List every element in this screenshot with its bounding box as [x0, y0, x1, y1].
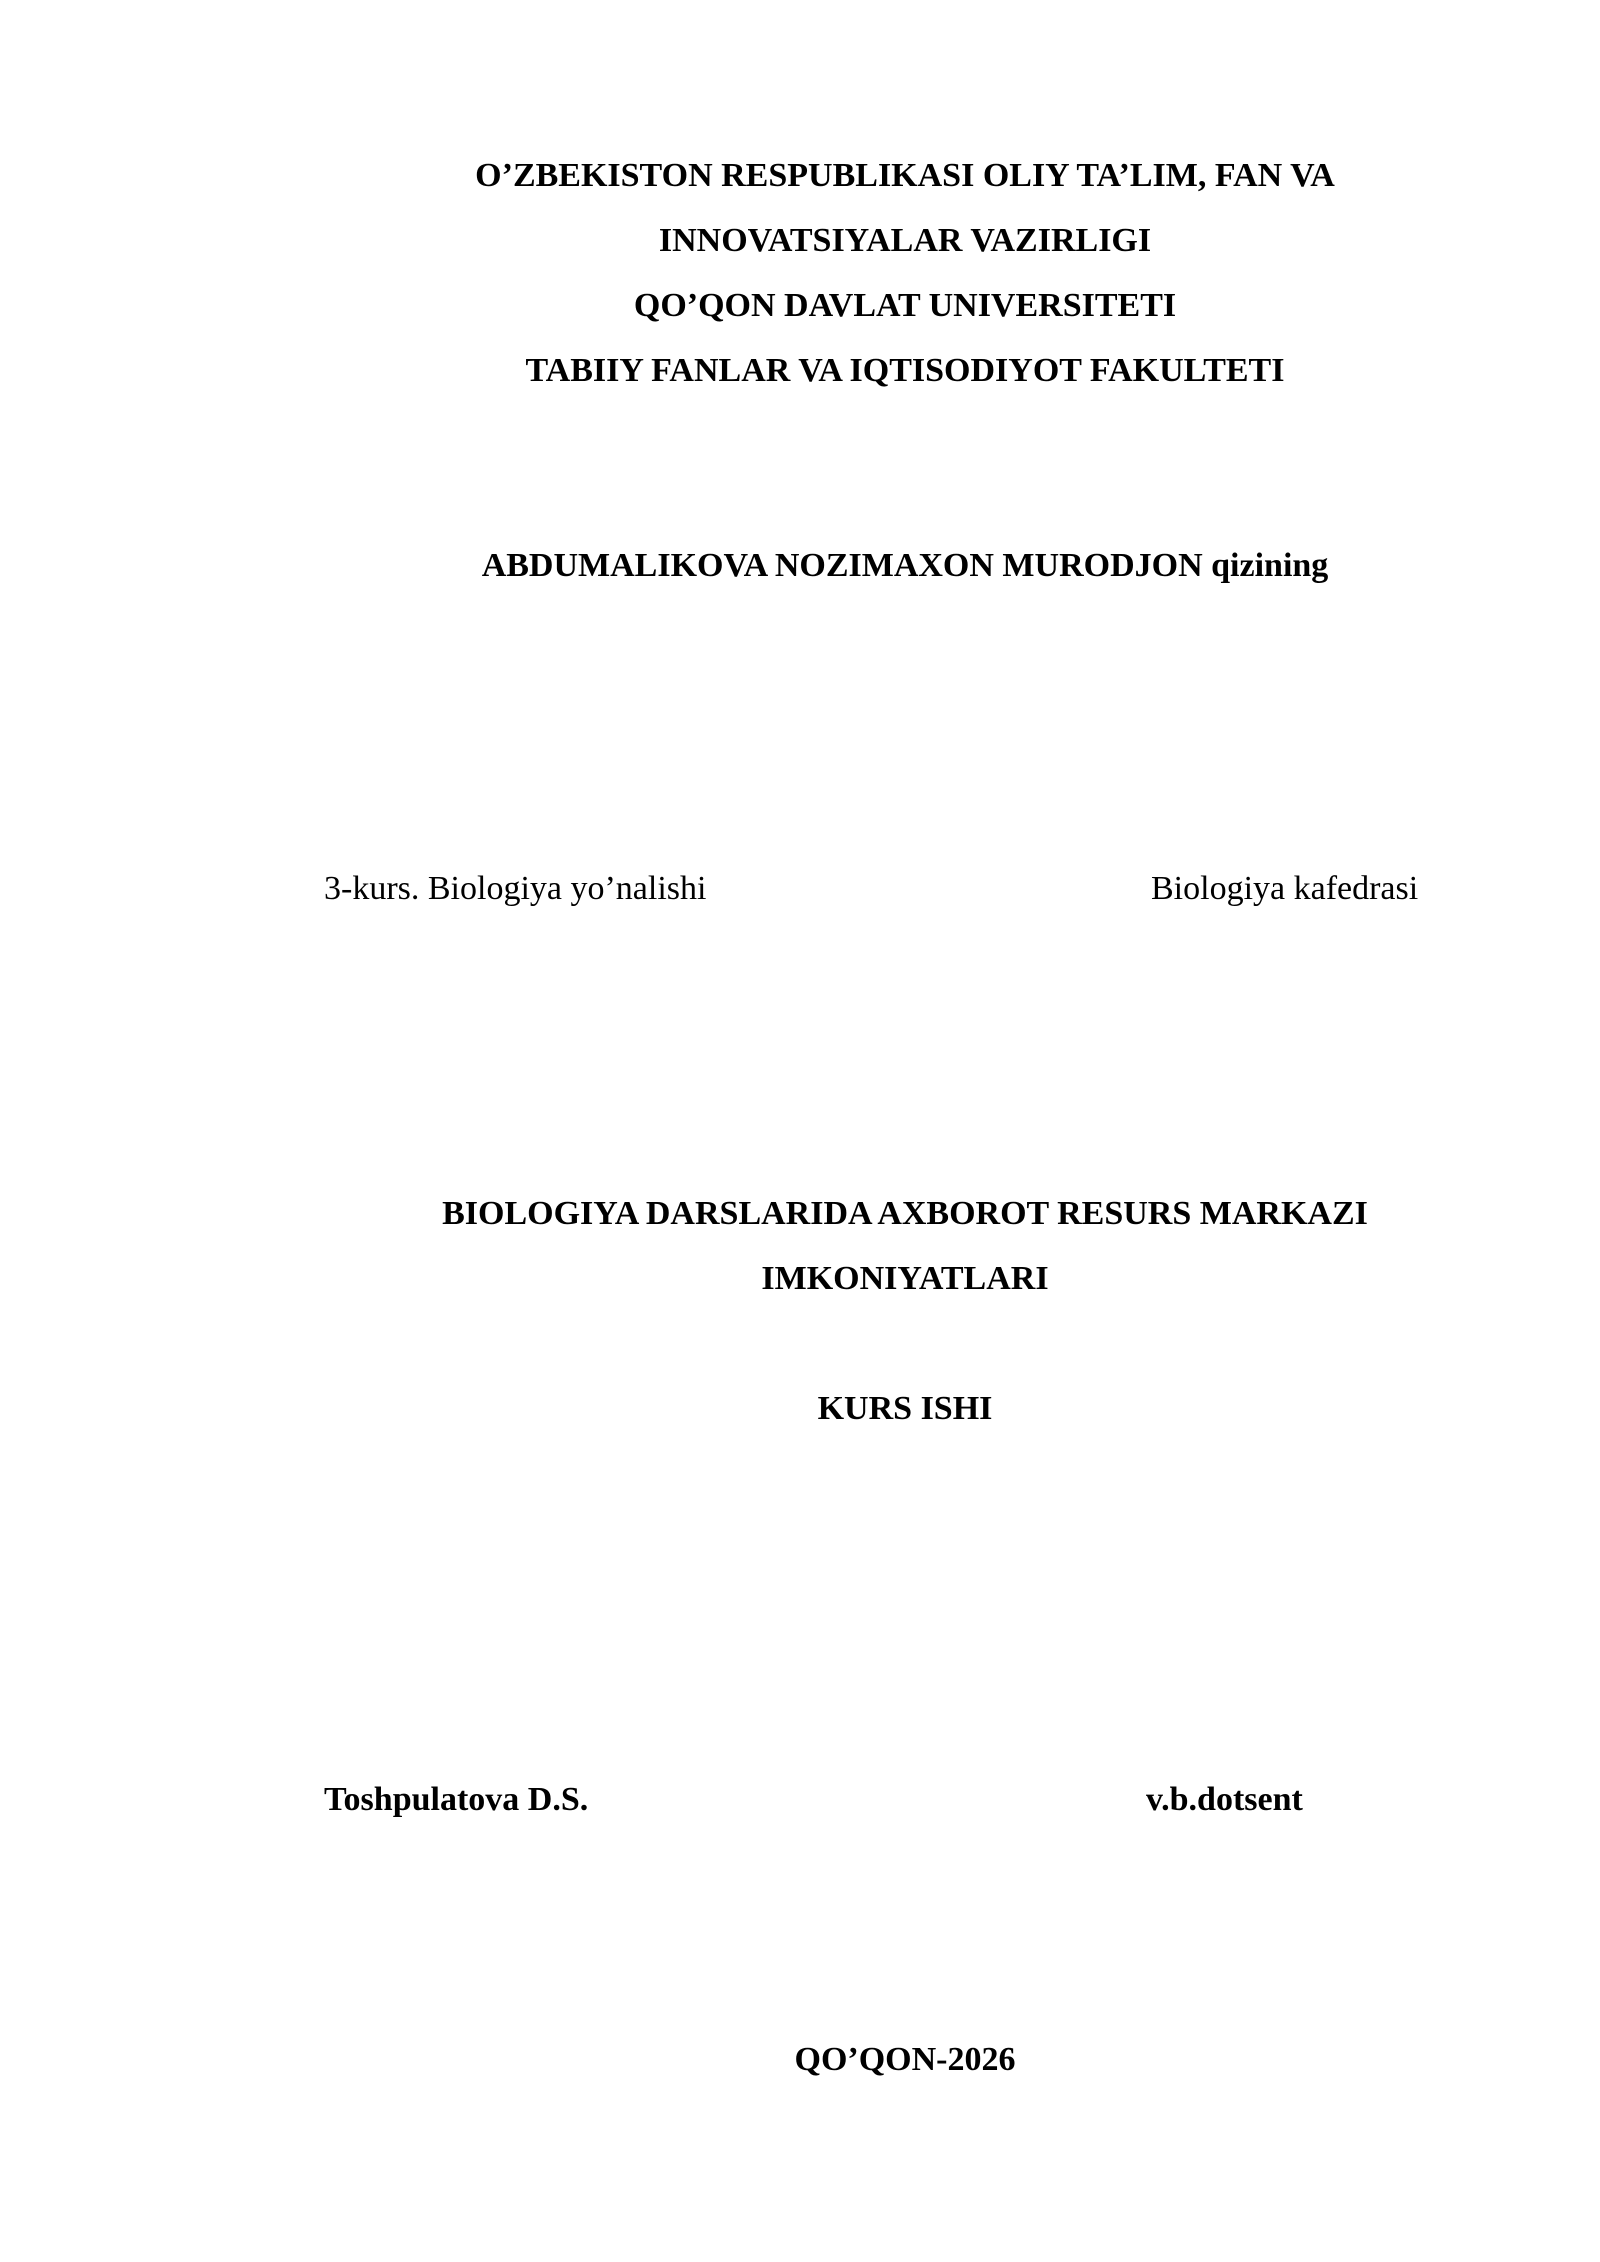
author-suffix: qizining — [1211, 547, 1329, 584]
supervisor-name: Toshpulatova D.S. — [324, 1781, 589, 1818]
department-name: Biologiya kafedrasi — [1151, 870, 1419, 907]
work-type: KURS ISHI — [817, 1390, 993, 1427]
city-year: QO’QON-2026 — [794, 2041, 1016, 2078]
author-line — [0, 546, 1600, 586]
university-name: QO’QON DAVLAT UNIVERSITETI — [633, 287, 1177, 324]
ministry-line-2: INNOVATSIYALAR VAZIRLIGI — [658, 222, 1152, 259]
faculty-name: TABIIY FANLAR VA IQTISODIYOT FAKULTETI — [525, 352, 1285, 389]
course-info: 3-kurs. Biologiya yo’nalishi — [324, 870, 707, 907]
work-title-line-2: IMKONIYATLARI — [761, 1260, 1049, 1297]
author-name: ABDUMALIKOVA NOZIMAXON MURODJON — [481, 547, 1203, 584]
supervisor-position: v.b.dotsent — [1146, 1781, 1303, 1818]
ministry-line-1: O’ZBEKISTON RESPUBLIKASI OLIY TA’LIM, FAN VA — [475, 157, 1335, 194]
work-title-line-1: BIOLOGIYA DARSLARIDA AXBOROT RESURS MARKAZI — [442, 1195, 1368, 1232]
